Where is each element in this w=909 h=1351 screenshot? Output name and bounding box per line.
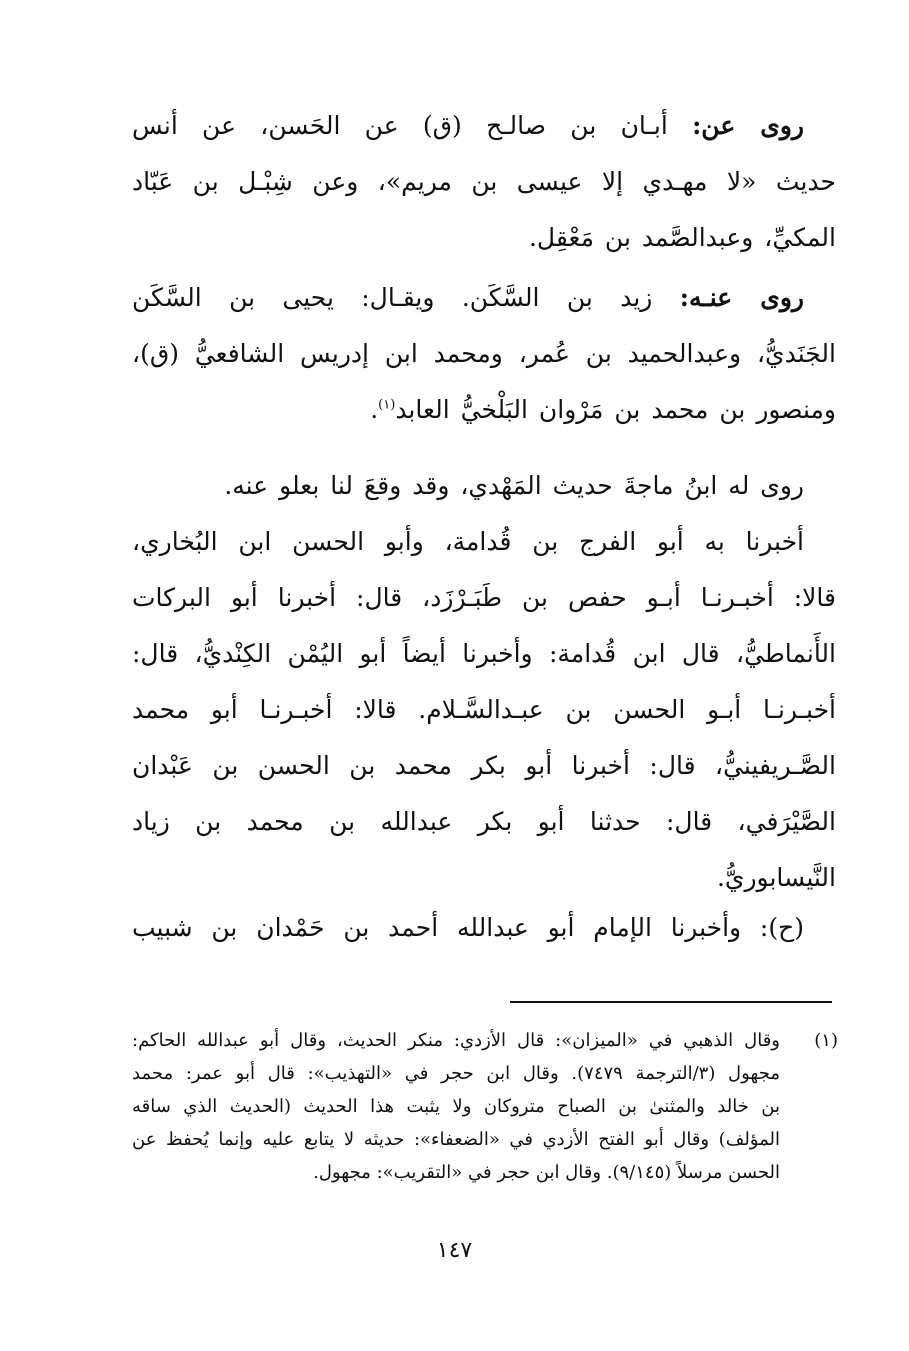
paragraph-narrated-from	[132, 98, 836, 266]
footnote	[132, 1024, 838, 1189]
text-line: النَّيسابوريُّ.	[716, 863, 836, 892]
paragraph-narrated-by	[132, 270, 836, 438]
text-line: الصَّيْرَفي، قال: حدثنا أبو بكر عبدالله بن محمد بن زياد	[132, 807, 836, 836]
footnote-number: (١)	[814, 1030, 838, 1051]
section-label: روى عن:	[692, 111, 805, 140]
text-line: روى عن: أبـان بن صالـح (ق) عن الحَسن، عن أنس	[132, 111, 805, 140]
footnote-line: مجهول (٣/الترجمة ٧٤٧٩). وقال ابن حجر في «التهذيب»: قال أبو عمر: محمد	[132, 1063, 780, 1084]
section-label: روى عنـه:	[679, 283, 804, 312]
footnote-separator	[510, 1001, 832, 1003]
text-line: الصَّـريفينيُّ، قال: أخبرنا أبو بكر محمد بن الحسن بن عَبْدان	[132, 751, 836, 780]
text-line: حديث «لا مهـدي إلا عيسى بن مريم»، وعن شِبْـل بن عَبّاد	[132, 167, 836, 196]
paragraph-alternate-chain	[132, 900, 836, 956]
text-line: المكيِّ، وعبدالصَّمد بن مَعْقِل.	[528, 223, 836, 252]
footnote-body	[132, 1024, 780, 1189]
footnote-line: المؤلف) وقال أبو الفتح الأزدي في «الضعفاء»: حديثه لا يتابع عليه وإنما يُحفظ عن	[132, 1129, 780, 1150]
text-line: روى له ابنُ ماجةَ حديث المَهْدي، وقد وقعَ لنا بعلو عنه.	[224, 471, 804, 500]
page-number: ١٤٧	[436, 1238, 473, 1263]
footnote-line: وقال الذهبي في «الميزان»: قال الأزدي: منكر الحديث، وقال أبو عبدالله الحاكم:	[132, 1030, 781, 1051]
footnote-line: بن خالد والمثنىٰ بن الصباح متروكان ولا يثبت هذا الحديث (الحديث الذي ساقه	[132, 1096, 780, 1117]
footnote-line: الحسن مرسلاً (٩/١٤٥). وقال ابن حجر في «التقريب»: مجهول.	[313, 1162, 780, 1183]
footnote-reference: (١)	[378, 397, 396, 413]
text-line: الجَنَديُّ، وعبدالحميد بن عُمر، ومحمد ابن إدريس الشافعيُّ (ق)،	[132, 339, 836, 368]
text-line: الأَنماطيُّ، قال ابن قُدامة: وأخبرنا أيضاً أبو اليُمْن الكِنْديُّ، قال:	[132, 639, 836, 668]
text-line: (ح): وأخبرنا الإمام أبو عبدالله أحمد بن حَمْدان بن شبيب	[132, 913, 804, 942]
text-line: قالا: أخبـرنـا أبـو حفص بن طَبَـرْزَد، قال: أخبرنا أبو البركات	[132, 583, 836, 612]
text-line: أخبرنا به أبو الفرج بن قُدامة، وأبو الحسن ابن البُخاري،	[132, 527, 804, 556]
text-line: أخبـرنـا أبـو الحسن بن عبـدالسَّـلام. قالا: أخبـرنـا أبو محمد	[132, 695, 836, 724]
paragraph-chain-of-narration	[132, 458, 836, 906]
text-line: روى عنـه: زيد بن السَّكَن. ويقـال: يحيى بن السَّكَن	[132, 283, 804, 312]
text-line: ومنصور بن محمد بن مَرْوان البَلْخيُّ العابد$^{(١)}$.	[370, 395, 836, 424]
